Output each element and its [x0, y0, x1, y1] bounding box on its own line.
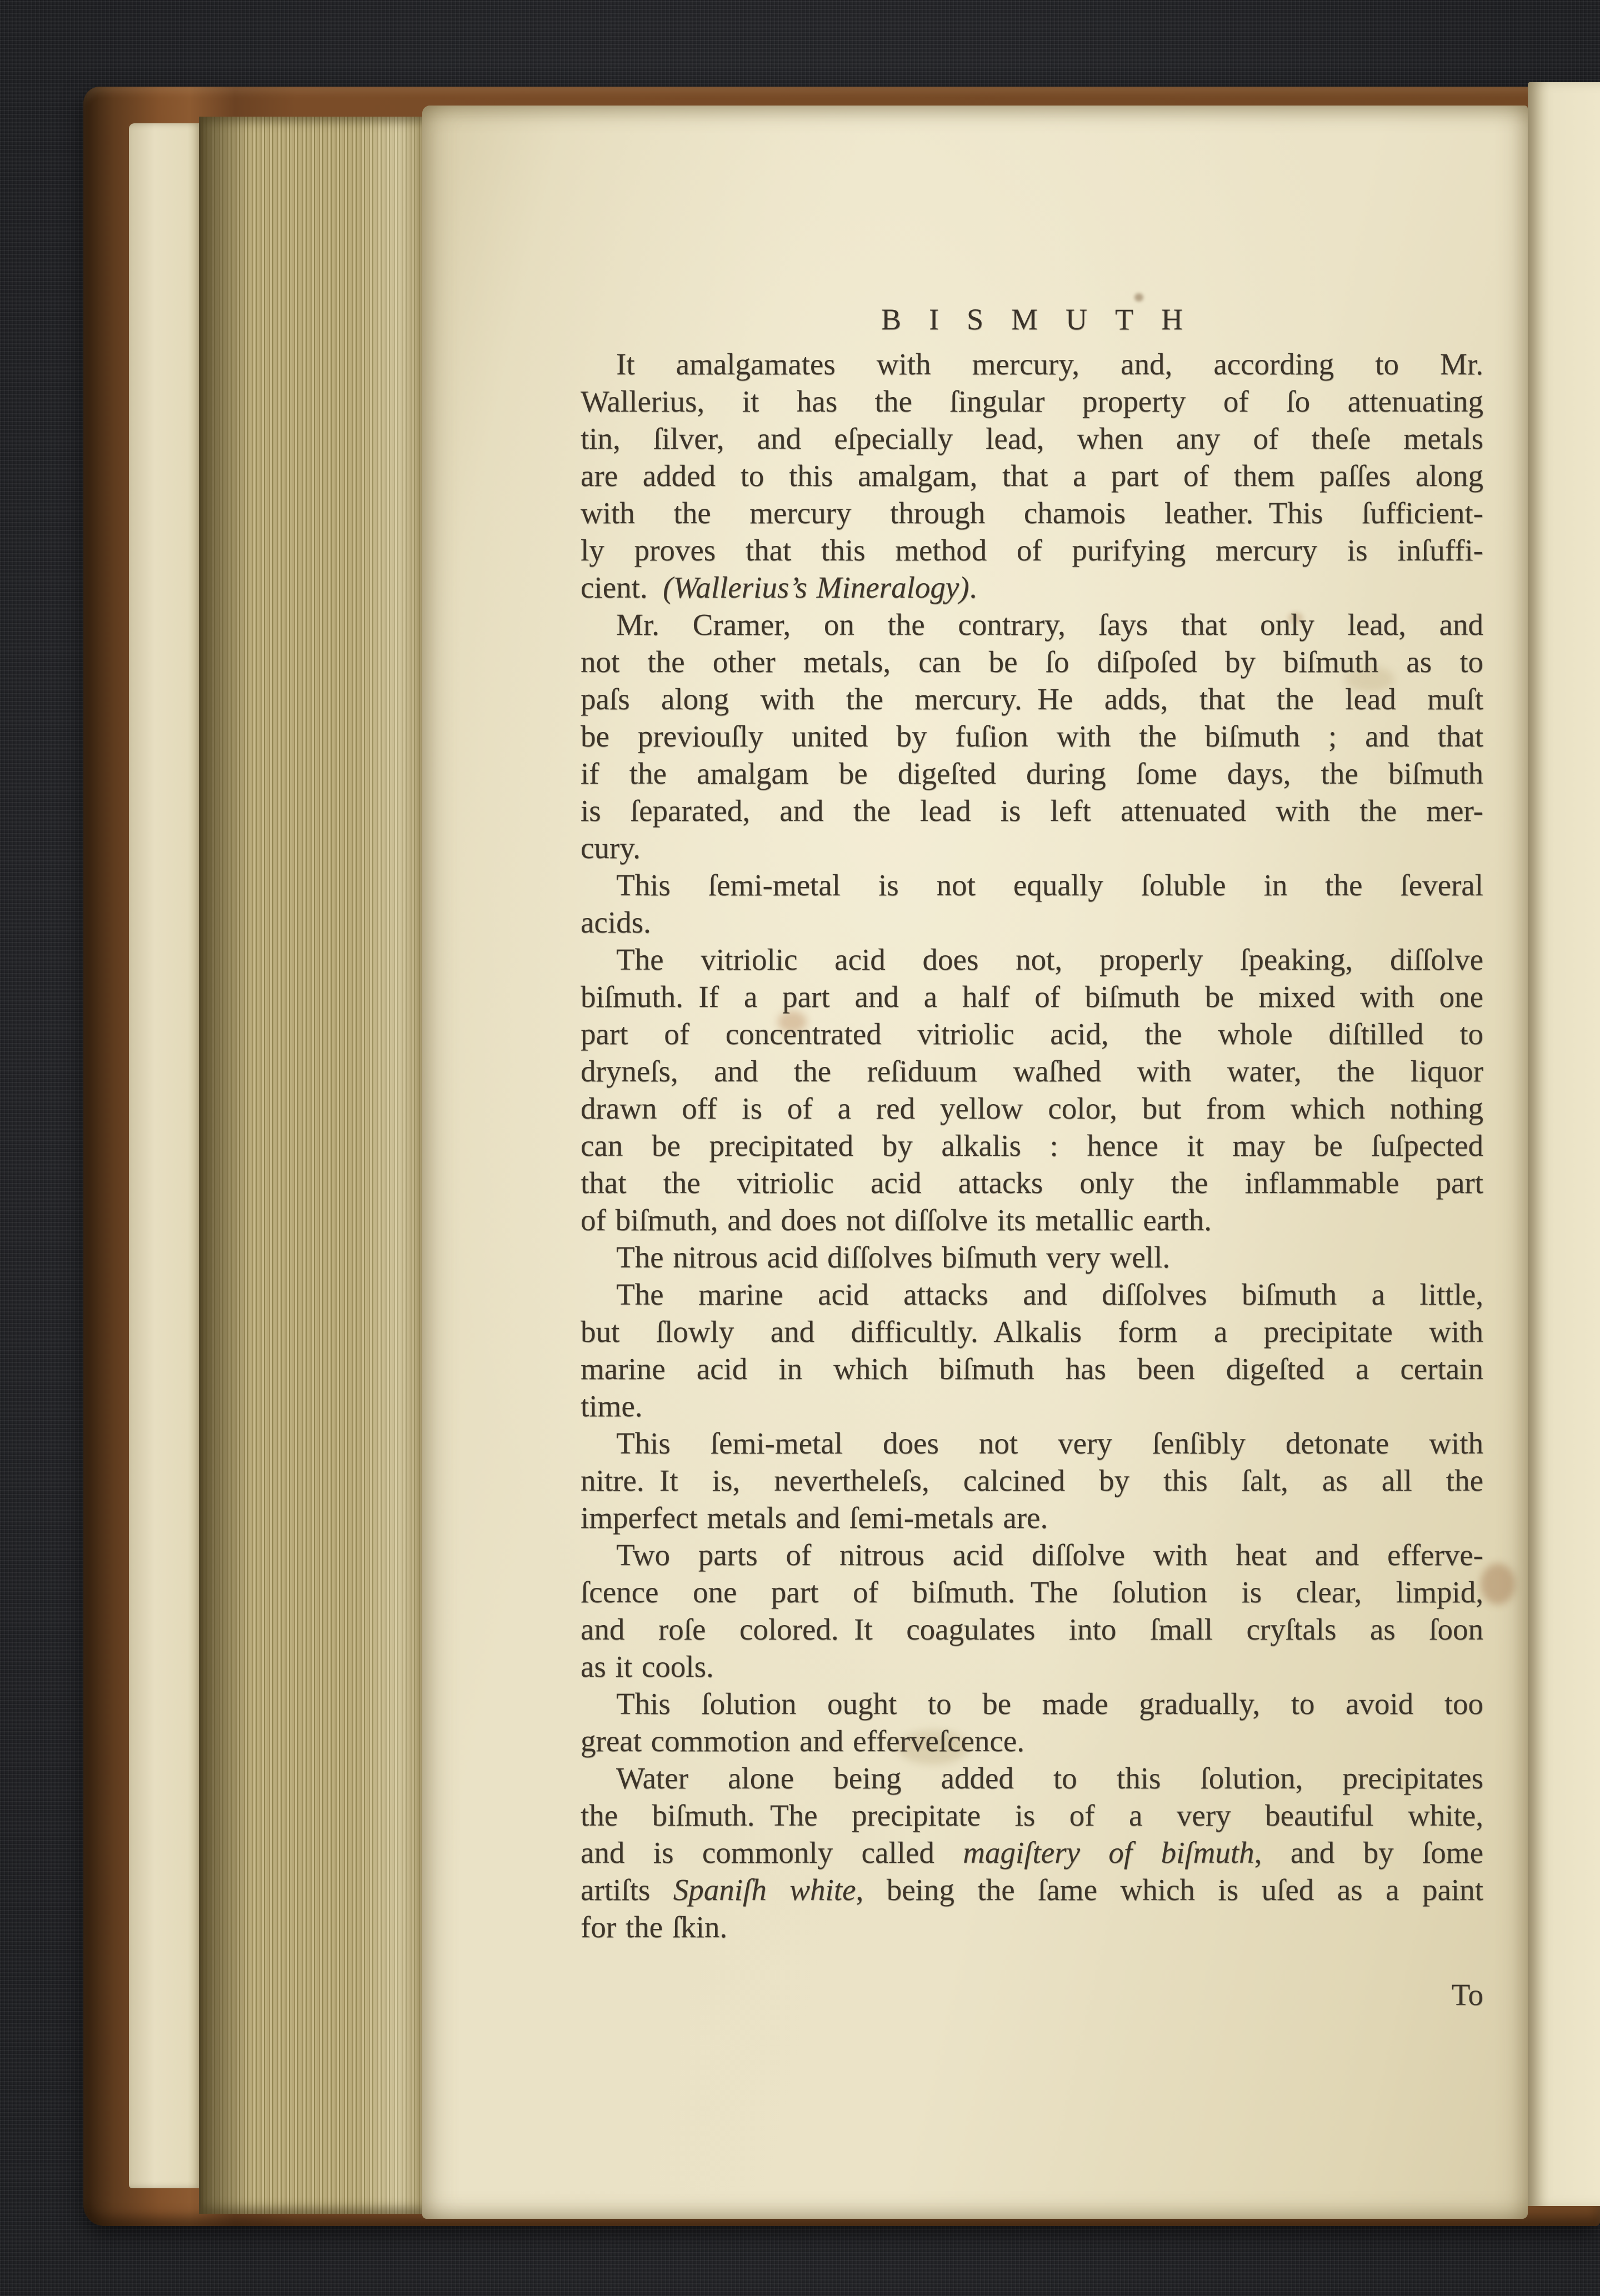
text-line: [581, 532, 1483, 569]
flyleaf-page-edge: [129, 123, 202, 2188]
text-run: can be precipitated by alkalis : hence it may be ſuſpected: [581, 1129, 1483, 1162]
text-run: cury.: [581, 831, 641, 865]
text-run: imperfect metals and ſemi-metals are.: [581, 1501, 1048, 1535]
text-run: and is commonly called: [581, 1836, 963, 1869]
paragraph: [581, 1425, 1483, 1536]
text-line: [581, 1313, 1483, 1350]
text-run: if the amalgam be digeſted during ſome days, the biſmuth: [581, 756, 1483, 790]
text-run: for the ſkin.: [581, 1910, 728, 1944]
text-line: [581, 1871, 1483, 1908]
catchword: To: [1451, 1978, 1483, 2012]
text-run: tin, ſilver, and eſpecially lead, when any of theſe metals: [581, 422, 1483, 455]
text-line: [581, 1052, 1483, 1090]
text-run: This ſemi-metal does not very ſenſibly detonate with: [616, 1426, 1483, 1460]
text-line: [581, 1090, 1483, 1127]
text-line: [581, 1201, 1483, 1239]
text-run: Mr. Cramer, on the contrary, ſays that only lead, and: [616, 608, 1483, 641]
text-line: [581, 1276, 1483, 1313]
text-line: [581, 494, 1483, 532]
text-line: [581, 1759, 1483, 1797]
text-run: drawn off is of a red yellow color, but from which nothing: [581, 1091, 1483, 1125]
italic-text-run: Spaniſh white: [673, 1873, 856, 1907]
text-line: [581, 941, 1483, 978]
text-line: [581, 829, 1483, 866]
paragraph: [581, 1685, 1483, 1759]
text-line: [581, 1834, 1483, 1871]
text-run: is ſeparated, and the lead is left attenuated with the mer-: [581, 794, 1483, 828]
text-line: [581, 1648, 1483, 1685]
text-run: .: [969, 570, 977, 604]
text-line: [581, 383, 1483, 420]
text-run: Water alone being added to this ſolution, precipitates: [616, 1761, 1483, 1795]
text-run: biſmuth. If a part and a half of biſmuth be mixed with one: [581, 980, 1483, 1014]
text-line: [581, 1164, 1483, 1201]
text-run: and roſe colored. It coagulates into ſmall cryſtals as ſoon: [581, 1612, 1483, 1646]
text-line: [581, 1722, 1483, 1759]
text-line: [581, 457, 1483, 494]
text-run: Two parts of nitrous acid diſſolve with heat and efferve-: [616, 1538, 1483, 1572]
text-run: The nitrous acid diſſolves biſmuth very well.: [616, 1240, 1171, 1274]
text-line: [581, 1908, 1483, 1946]
text-line: [581, 1350, 1483, 1387]
italic-text-run: (Wallerius’s Mineralogy): [663, 570, 969, 604]
text-run: the biſmuth. The precipitate is of a very beautiful white,: [581, 1798, 1483, 1832]
text-run: cient.: [581, 570, 663, 604]
text-run: marine acid in which biſmuth has been digeſted a certain: [581, 1352, 1483, 1386]
text-line: [581, 866, 1483, 904]
paragraph: [581, 1276, 1483, 1425]
italic-text-run: magiſtery of biſmuth: [963, 1836, 1254, 1869]
text-line: [581, 1685, 1483, 1722]
text-line: [581, 1425, 1483, 1462]
text-line: [581, 420, 1483, 457]
text-run: ly proves that this method of purifying mercury is inſuffi-: [581, 533, 1483, 567]
text-block: [581, 345, 1483, 1946]
text-run: acids.: [581, 905, 651, 939]
text-run: artiſts: [581, 1873, 673, 1907]
text-run: Wallerius, it has the ſingular property of ſo attenuating: [581, 384, 1483, 418]
page-title: BISMUTH: [881, 303, 1211, 336]
text-line: [581, 1387, 1483, 1425]
text-line: [581, 1127, 1483, 1164]
text-run: of biſmuth, and does not diſſolve its metallic earth.: [581, 1203, 1212, 1237]
text-line: [581, 680, 1483, 718]
text-run: The marine acid attacks and diſſolves biſmuth a little,: [616, 1277, 1483, 1311]
paragraph: [581, 1536, 1483, 1685]
text-run: not the other metals, can be ſo diſpoſed by biſmuth as to: [581, 645, 1483, 679]
text-line: [581, 1015, 1483, 1052]
text-run: The vitriolic acid does not, properly ſpeaking, diſſolve: [616, 943, 1483, 976]
fore-edge-page-block: [199, 117, 426, 2214]
text-line: [581, 1536, 1483, 1573]
text-run: be previouſly united by fuſion with the biſmuth ; and that: [581, 719, 1483, 753]
text-run: nitre. It is, nevertheleſs, calcined by this ſalt, as all the: [581, 1463, 1483, 1497]
text-run: with the mercury through chamois leather. This ſufficient-: [581, 496, 1483, 530]
text-run: This ſolution ought to be made gradually, to avoid too: [616, 1687, 1483, 1721]
text-run: paſs along with the mercury. He adds, that the lead muſt: [581, 682, 1483, 716]
paragraph: [581, 345, 1483, 606]
text-run: are added to this amalgam, that a part of them paſſes along: [581, 459, 1483, 493]
text-line: [581, 345, 1483, 383]
text-run: This ſemi-metal is not equally ſoluble in the ſeveral: [616, 868, 1483, 902]
text-run: It amalgamates with mercury, and, according to Mr.: [616, 347, 1483, 381]
text-run: as it cools.: [581, 1650, 714, 1683]
text-run: ſcence one part of biſmuth. The ſolution is clear, limpid,: [581, 1575, 1483, 1609]
paragraph: [581, 606, 1483, 866]
paragraph: [581, 941, 1483, 1239]
text-line: [581, 718, 1483, 755]
text-run: part of concentrated vitriolic acid, the whole diſtilled to: [581, 1017, 1483, 1051]
text-line: [581, 1611, 1483, 1648]
text-line: [581, 1797, 1483, 1834]
next-page-edge: [1528, 82, 1600, 2206]
text-line: [581, 569, 1483, 606]
text-line: [581, 1573, 1483, 1611]
paragraph: [581, 1759, 1483, 1946]
paragraph: [581, 866, 1483, 941]
text-line: [581, 1239, 1483, 1276]
text-line: [581, 755, 1483, 792]
text-line: [581, 792, 1483, 829]
text-line: [581, 978, 1483, 1015]
text-run: time.: [581, 1389, 643, 1423]
text-run: dryneſs, and the reſiduum waſhed with water, the liquor: [581, 1054, 1483, 1088]
text-line: [581, 1499, 1483, 1536]
text-line: [581, 1462, 1483, 1499]
text-run: , being the ſame which is uſed as a paint: [856, 1873, 1483, 1907]
text-line: [581, 643, 1483, 680]
text-run: that the vitriolic acid attacks only the inflammable part: [581, 1166, 1483, 1200]
text-run: but ſlowly and difficultly. Alkalis form a precipitate with: [581, 1315, 1483, 1348]
text-run: great commotion and efferveſcence.: [581, 1724, 1024, 1758]
text-run: , and by ſome: [1254, 1836, 1483, 1869]
paragraph: [581, 1239, 1483, 1276]
book-page: [422, 106, 1528, 2219]
foxing-spot: [1481, 1563, 1515, 1605]
text-line: [581, 904, 1483, 941]
text-column: [581, 300, 1483, 2013]
text-line: [581, 606, 1483, 643]
